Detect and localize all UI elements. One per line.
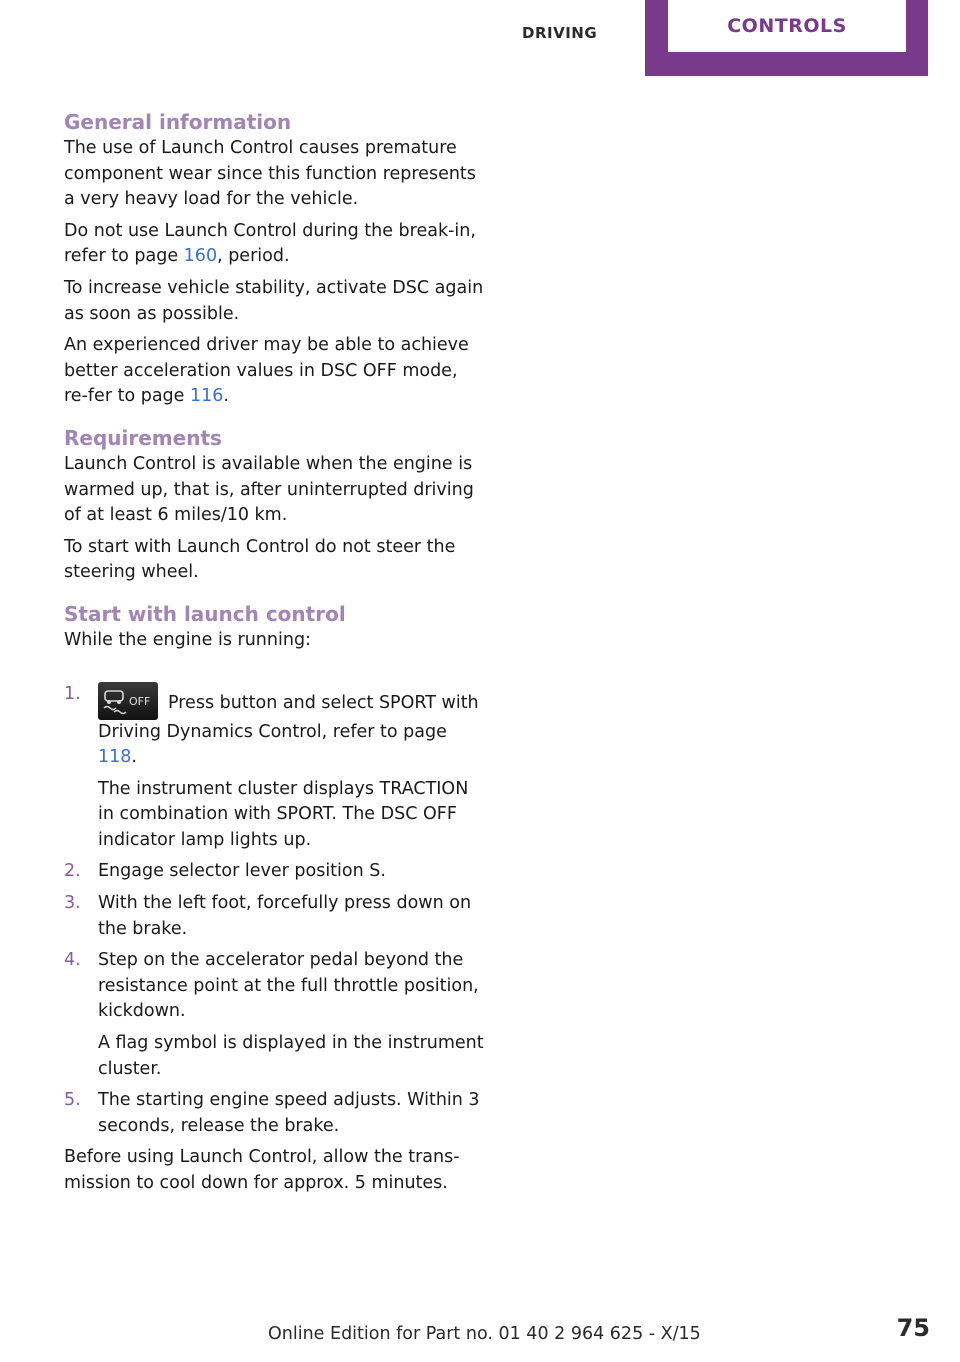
section-general-information xyxy=(64,108,484,410)
step-note: The instrument cluster displays TRACTION in combination with SPORT. The DSC OFF indicator lamp lights up. xyxy=(98,778,469,850)
paragraph: Launch Control is available when the engine is warmed up, that is, after uninterrupted driving of at least 6 miles/10 km. xyxy=(64,453,474,526)
paragraph: While the engine is running: xyxy=(64,629,311,650)
page-number: 75 xyxy=(896,1314,930,1342)
section-heading: General information xyxy=(64,110,292,134)
page-link[interactable]: 118 xyxy=(98,747,132,768)
paragraph: The use of Launch Control causes premature component wear since this function represents a very heavy load for the vehicle. xyxy=(64,138,476,210)
step-number: 4. xyxy=(64,950,81,971)
step-text: Engage selector lever position S. xyxy=(98,861,386,882)
steps-list xyxy=(64,682,484,1140)
step-text: The starting engine speed adjusts. Within 3 seconds, release the brake. xyxy=(98,1090,480,1136)
step-number: 1. xyxy=(64,683,81,704)
paragraph: To start with Launch Control do not steer the steering wheel. xyxy=(64,536,456,583)
edition-footer: Online Edition for Part no. 01 40 2 964 625 - X/15 xyxy=(268,1324,701,1344)
page-link[interactable]: 160 xyxy=(183,246,218,267)
section-heading: Requirements xyxy=(64,425,222,450)
chapter-tab xyxy=(645,0,928,76)
paragraph: An experienced driver may be able to achieve better acceleration values in DSC OFF mode, re‐fer to page 116. xyxy=(64,335,469,407)
paragraph: Do not use Launch Control during the break-in, refer to page 160, period. xyxy=(64,220,476,267)
section-start-with-launch-control xyxy=(64,600,484,1197)
section-requirements xyxy=(64,424,484,586)
car-skid-icon xyxy=(98,682,158,720)
step-number: 2. xyxy=(64,861,81,882)
step-text: Step on the accelerator pedal beyond the resistance point at the full throttle position, kickdown. xyxy=(98,950,479,1022)
step-note: A flag symbol is displayed in the instrument cluster. xyxy=(98,1033,484,1079)
list-item: 1. OFF Press button and select SPORT with Driving Dynamics Control, refer to page 118. The instrument cluster displays TRACTION in combination with SPORT. The DSC OFF indicator lamp lights up. xyxy=(64,682,484,854)
paragraph: To increase vehicle stability, activate DSC again as soon as possible. xyxy=(64,277,484,324)
list-item xyxy=(64,859,484,885)
page-content xyxy=(64,108,484,1203)
section-heading: Start with launch control xyxy=(64,601,346,626)
section-label: DRIVING xyxy=(522,24,598,42)
step-number: 5. xyxy=(64,1090,81,1111)
button-off-label: OFF xyxy=(129,694,151,708)
step-text: With the left foot, forcefully press down on the brake. xyxy=(98,893,472,939)
chapter-label: CONTROLS xyxy=(668,0,906,52)
list-item xyxy=(64,948,484,1082)
paragraph: Before using Launch Control, allow the trans‐mission to cool down for approx. 5 minutes. xyxy=(64,1147,460,1193)
page-link[interactable]: 116 xyxy=(189,386,224,407)
list-item xyxy=(64,891,484,942)
step-number: 3. xyxy=(64,893,81,914)
dsc-off-button-icon xyxy=(98,682,158,720)
list-item xyxy=(64,1088,484,1139)
